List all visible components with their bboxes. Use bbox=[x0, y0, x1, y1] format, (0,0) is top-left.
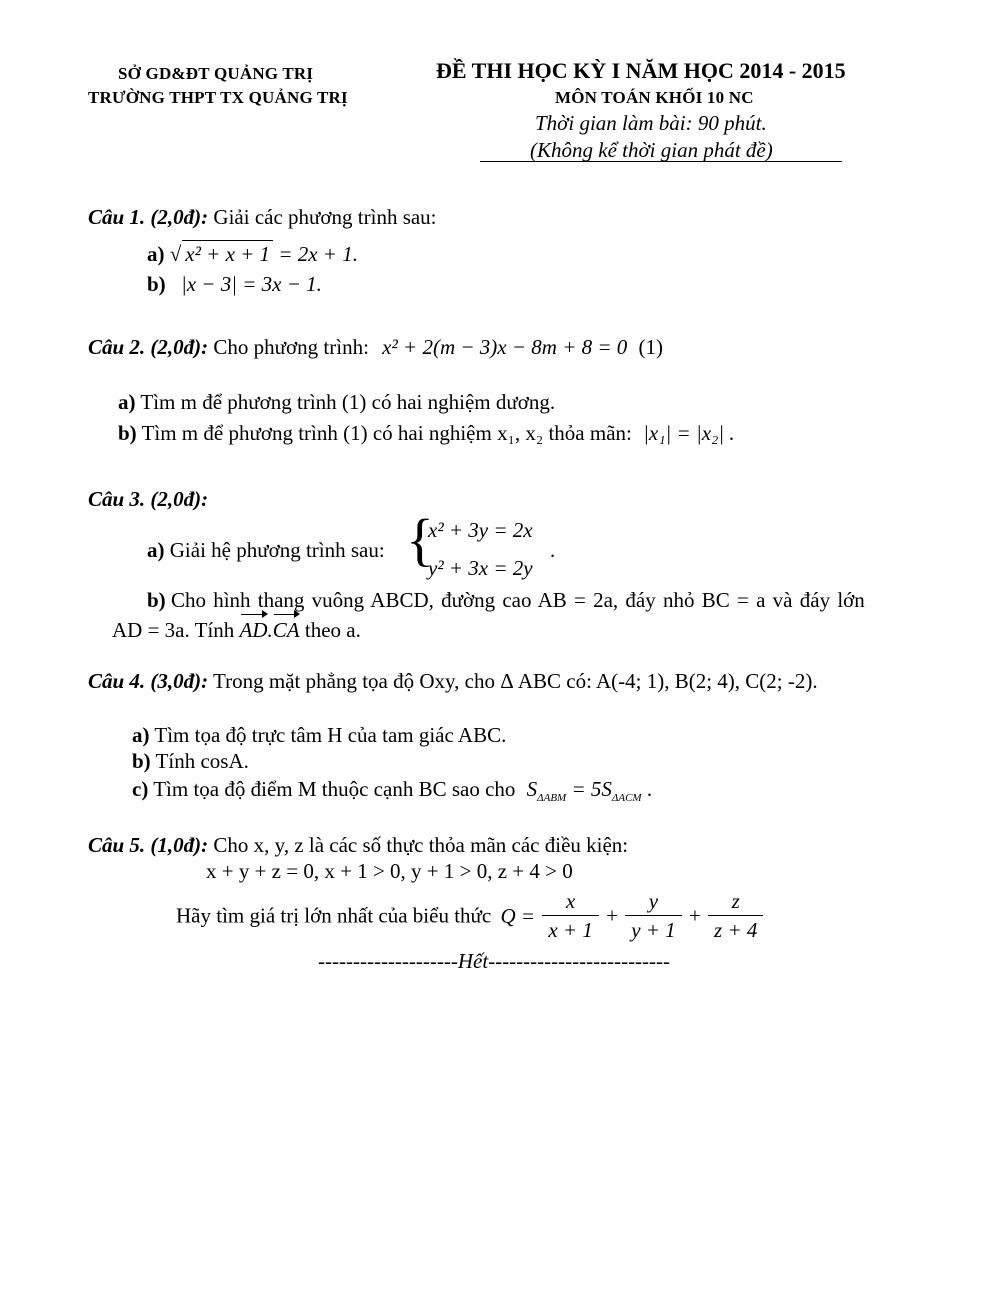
q2-equation: x² + 2(m − 3)x − 8m + 8 = 0 bbox=[382, 335, 628, 359]
q3-a-text: Giải hệ phương trình sau: bbox=[169, 538, 385, 562]
q1-text: Giải các phương trình sau: bbox=[213, 205, 437, 229]
q3-part-b-line1 bbox=[147, 587, 865, 613]
dot-product-sign: . bbox=[267, 618, 273, 642]
system-period: . bbox=[550, 538, 556, 562]
vector-ad: AD bbox=[239, 618, 268, 642]
q5-text: Cho x, y, z là các số thực thỏa mãn các điều kiện: bbox=[213, 833, 629, 857]
q1-part-b bbox=[147, 271, 322, 297]
fraction-y-den: y + 1 bbox=[631, 918, 676, 942]
q4-part-c bbox=[132, 776, 652, 811]
q4-b-text: Tính cosA. bbox=[155, 749, 249, 773]
time-note: (Không kể thời gian phát đề) bbox=[530, 138, 773, 162]
q2-part-a bbox=[118, 389, 555, 415]
q3-part-a bbox=[147, 537, 385, 563]
q4-a-text: Tìm tọa độ trực tâm H của tam giác ABC. bbox=[154, 723, 507, 747]
question-1 bbox=[88, 204, 437, 230]
end-dashes-right: -------------------------- bbox=[488, 949, 671, 973]
area-equals: = 5S bbox=[566, 777, 612, 801]
end-marker bbox=[318, 948, 670, 974]
fraction-y bbox=[625, 887, 682, 944]
q1-a-radicand: x² + x + 1 bbox=[182, 240, 273, 267]
question-4 bbox=[88, 668, 818, 694]
q4-part-a bbox=[132, 722, 506, 748]
q4-b-label: b) bbox=[132, 749, 151, 773]
plus-sign-2: + bbox=[688, 903, 701, 928]
q1-a-rhs: = 2x + 1. bbox=[273, 242, 358, 266]
fraction-y-num: y bbox=[625, 887, 682, 916]
fraction-x bbox=[542, 887, 599, 944]
q2-a-label: a) bbox=[118, 390, 136, 414]
q5-ask-text: Hãy tìm giá trị lớn nhất của biểu thức bbox=[176, 903, 492, 928]
area-s1: S bbox=[526, 777, 538, 801]
fraction-x-den: x + 1 bbox=[548, 918, 593, 942]
plus-sign-1: + bbox=[606, 903, 618, 928]
q3-label: Câu 3. (2,0đ): bbox=[88, 487, 209, 511]
question-5 bbox=[88, 832, 628, 858]
exam-title: ĐỀ THI HỌC KỲ I NĂM HỌC 2014 - 2015 bbox=[436, 58, 846, 83]
fraction-z-num: z bbox=[708, 887, 763, 916]
q3-b-label: b) bbox=[147, 588, 166, 612]
q4-text: Trong mặt phẳng tọa độ Oxy, cho Δ ABC có: A(-4; 1), B(2; 4), C(2; -2). bbox=[213, 669, 818, 693]
q3-a-label: a) bbox=[147, 538, 165, 562]
q2-part-b bbox=[118, 420, 735, 446]
q2-label: Câu 2. (2,0đ): bbox=[88, 335, 209, 359]
school-name: TRƯỜNG THPT TX QUẢNG TRỊ bbox=[88, 88, 348, 107]
q3-b-text1: Cho hình thang vuông ABCD, đường cao AB = 2a, đáy nhỏ BC = a và đáy lớn bbox=[170, 588, 865, 612]
q2-eq-number: (1) bbox=[638, 335, 664, 359]
area-s2-sub: ΔACM bbox=[611, 792, 642, 805]
q3-b-text2-pre: AD = 3a. Tính bbox=[112, 618, 235, 642]
q2-b-label: b) bbox=[118, 421, 137, 445]
q2-a-text: Tìm m để phương trình (1) có hai nghiệm dương. bbox=[140, 390, 556, 414]
fraction-z-den: z + 4 bbox=[714, 918, 758, 942]
vector-ca: CA bbox=[272, 618, 300, 642]
sqrt-sign: √ bbox=[169, 242, 182, 266]
q3-part-b-line2 bbox=[112, 617, 361, 643]
q4-c-text: Tìm tọa độ điểm M thuộc cạnh BC sao cho bbox=[153, 777, 516, 801]
fraction-z bbox=[708, 887, 763, 944]
q1-b-expr: |x − 3| = 3x − 1. bbox=[180, 272, 322, 296]
fraction-x-num: x bbox=[542, 887, 599, 916]
q4-label: Câu 4. (3,0đ): bbox=[88, 669, 209, 693]
q2-text: Cho phương trình: bbox=[213, 335, 369, 359]
header-underline bbox=[480, 161, 842, 162]
system-eq-1: x² + 3y = 2x bbox=[428, 518, 533, 542]
end-word: Hết bbox=[457, 949, 489, 973]
q4-part-b bbox=[132, 748, 249, 774]
end-dashes-left: -------------------- bbox=[318, 949, 458, 973]
system-brace: { bbox=[406, 507, 434, 572]
q4-a-label: a) bbox=[132, 723, 150, 747]
q1-a-label: a) bbox=[147, 242, 165, 266]
department-name: SỞ GD&ĐT QUẢNG TRỊ bbox=[118, 64, 314, 83]
question-2 bbox=[88, 334, 663, 360]
q1-b-label: b) bbox=[147, 272, 166, 296]
subject-line: MÔN TOÁN KHỐI 10 NC bbox=[555, 88, 754, 107]
q1-part-a bbox=[147, 240, 358, 267]
system-eq-2: y² + 3x = 2y bbox=[428, 556, 533, 580]
q1-label: Câu 1. (2,0đ): bbox=[88, 205, 209, 229]
q4-c-label: c) bbox=[132, 777, 149, 801]
area-s1-sub: ΔABM bbox=[537, 792, 567, 805]
q-lhs: Q = bbox=[500, 903, 536, 928]
area-end: . bbox=[641, 777, 653, 801]
q3-b-text2-post: theo a. bbox=[304, 618, 361, 642]
q2-b-text: Tìm m để phương trình (1) có hai nghiệm x₁, x₂ thỏa mãn: bbox=[141, 421, 632, 445]
q2-b-condition: |x₁| = |x₂| . bbox=[643, 421, 735, 445]
q5-conditions: x + y + z = 0, x + 1 > 0, y + 1 > 0, z + 4 > 0 bbox=[206, 859, 573, 883]
time-allowed: Thời gian làm bài: 90 phút. bbox=[535, 111, 767, 135]
q5-label: Câu 5. (1,0đ): bbox=[88, 833, 209, 857]
q5-ask bbox=[176, 887, 765, 944]
